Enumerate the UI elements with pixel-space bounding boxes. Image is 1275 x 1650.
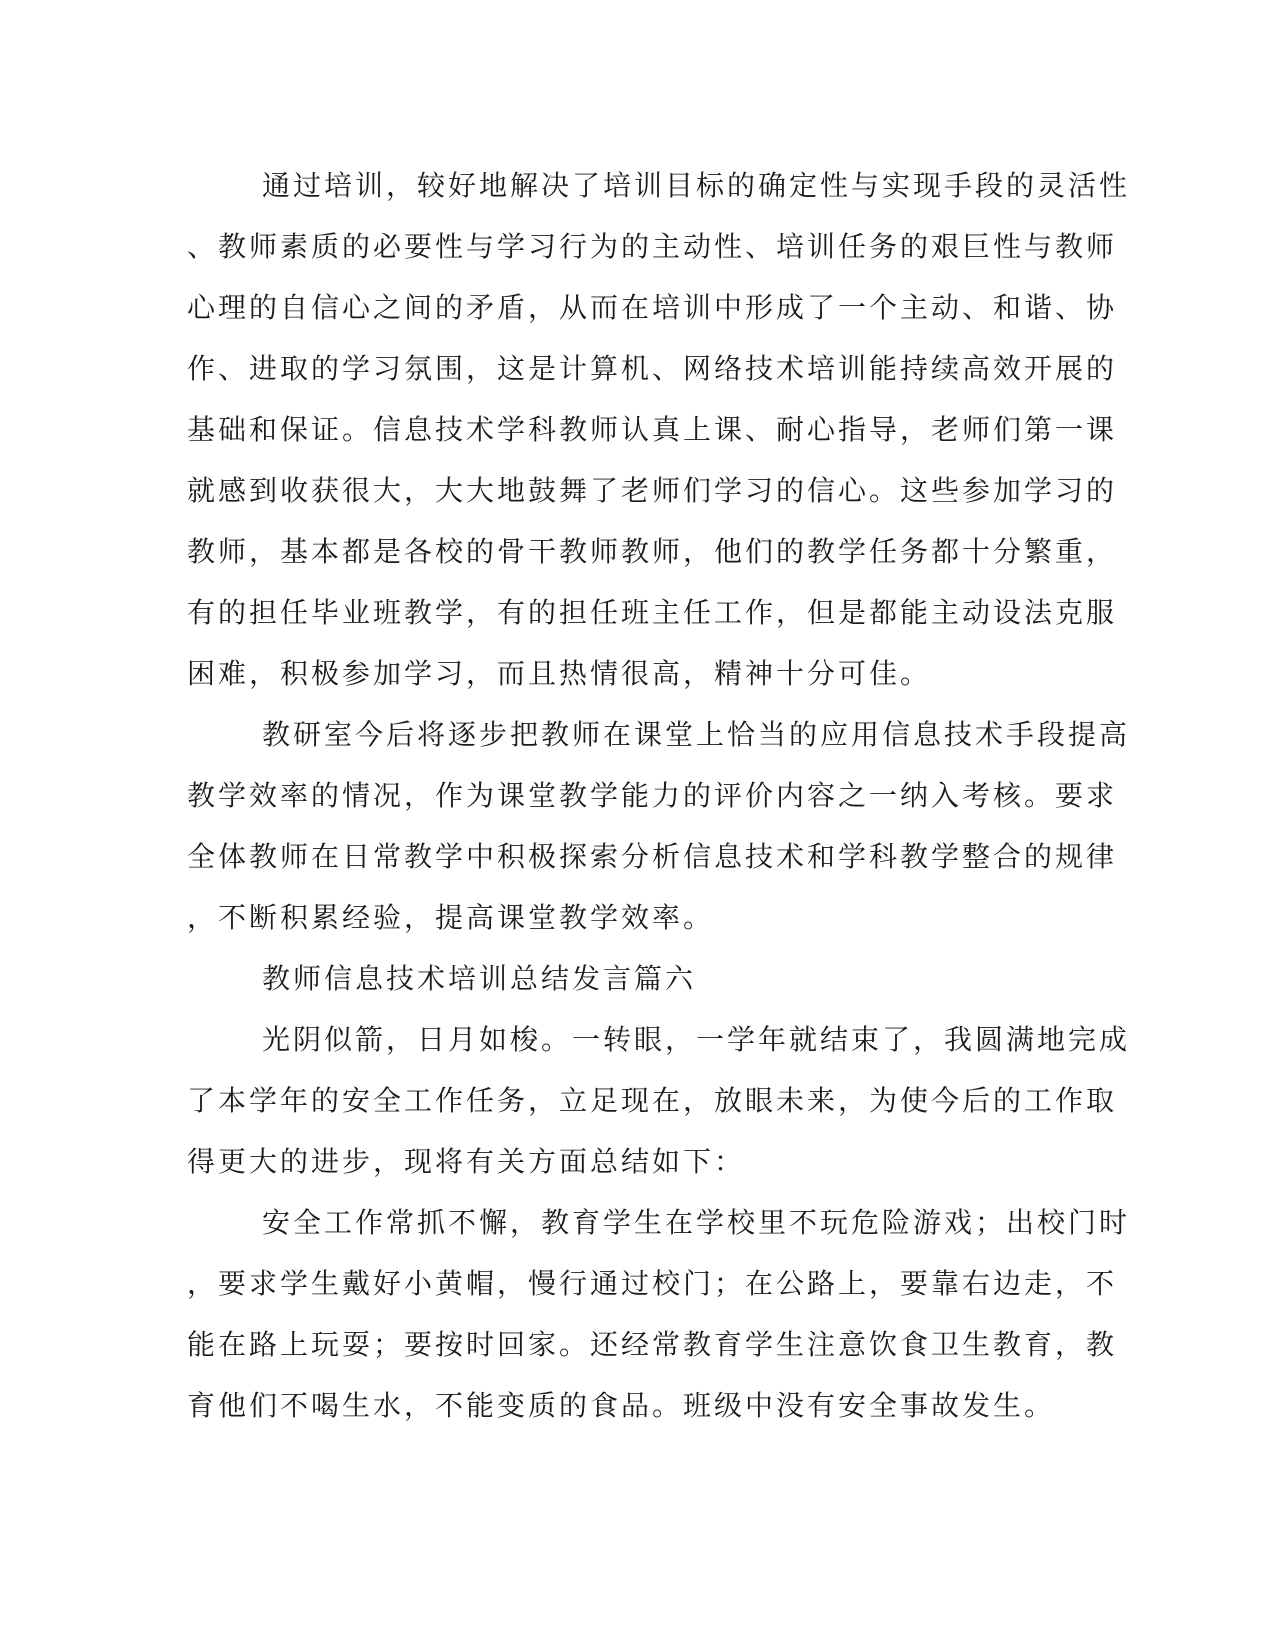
paragraph-3-line-1: 光阴似箭，日月如梭。一转眼，一学年就结束了，我圆满地完成 (262, 1023, 1131, 1056)
paragraph-1-line-4: 作、进取的学习氛围，这是计算机、网络技术培训能持续高效开展的 (187, 352, 1118, 385)
paragraph-1-line-1: 通过培训，较好地解决了培训目标的确定性与实现手段的灵活性 (262, 169, 1131, 202)
paragraph-3-line-3: 得更大的进步，现将有关方面总结如下： (187, 1145, 746, 1178)
paragraph-4-line-1: 安全工作常抓不懈，教育学生在学校里不玩危险游戏；出校门时 (262, 1206, 1131, 1239)
paragraph-4-line-2: ，要求学生戴好小黄帽，慢行通过校门；在公路上，要靠右边走，不 (187, 1267, 1118, 1300)
paragraph-1-line-3: 心理的自信心之间的矛盾，从而在培训中形成了一个主动、和谐、协 (187, 291, 1118, 324)
paragraph-1-line-7: 教师，基本都是各校的骨干教师教师，他们的教学任务都十分繁重， (187, 535, 1118, 568)
paragraph-1-line-9: 困难，积极参加学习，而且热情很高，精神十分可佳。 (187, 657, 932, 690)
paragraph-1-line-8: 有的担任毕业班教学，有的担任班主任工作，但是都能主动设法克服 (187, 596, 1118, 629)
paragraph-3-line-2: 了本学年的安全工作任务，立足现在，放眼未来，为使今后的工作取 (187, 1084, 1118, 1117)
paragraph-1-line-5: 基础和保证。信息技术学科教师认真上课、耐心指导，老师们第一课 (187, 413, 1118, 446)
paragraph-2-line-3: 全体教师在日常教学中积极探索分析信息技术和学科教学整合的规律 (187, 840, 1118, 873)
paragraph-4-line-3: 能在路上玩耍；要按时回家。还经常教育学生注意饮食卫生教育，教 (187, 1328, 1118, 1361)
section-heading: 教师信息技术培训总结发言篇六 (262, 962, 697, 995)
paragraph-2-line-1: 教研室今后将逐步把教师在课堂上恰当的应用信息技术手段提高 (262, 718, 1131, 751)
paragraph-2-line-4: ，不断积累经验，提高课堂教学效率。 (187, 901, 715, 934)
paragraph-4-line-4: 育他们不喝生水，不能变质的食品。班级中没有安全事故发生。 (187, 1389, 1056, 1422)
paragraph-1-line-6: 就感到收获很大，大大地鼓舞了老师们学习的信心。这些参加学习的 (187, 474, 1118, 507)
paragraph-1-line-2: 、教师素质的必要性与学习行为的主动性、培训任务的艰巨性与教师 (187, 230, 1118, 263)
document-body (187, 155, 1131, 1436)
paragraph-2-line-2: 教学效率的情况，作为课堂教学能力的评价内容之一纳入考核。要求 (187, 779, 1118, 812)
